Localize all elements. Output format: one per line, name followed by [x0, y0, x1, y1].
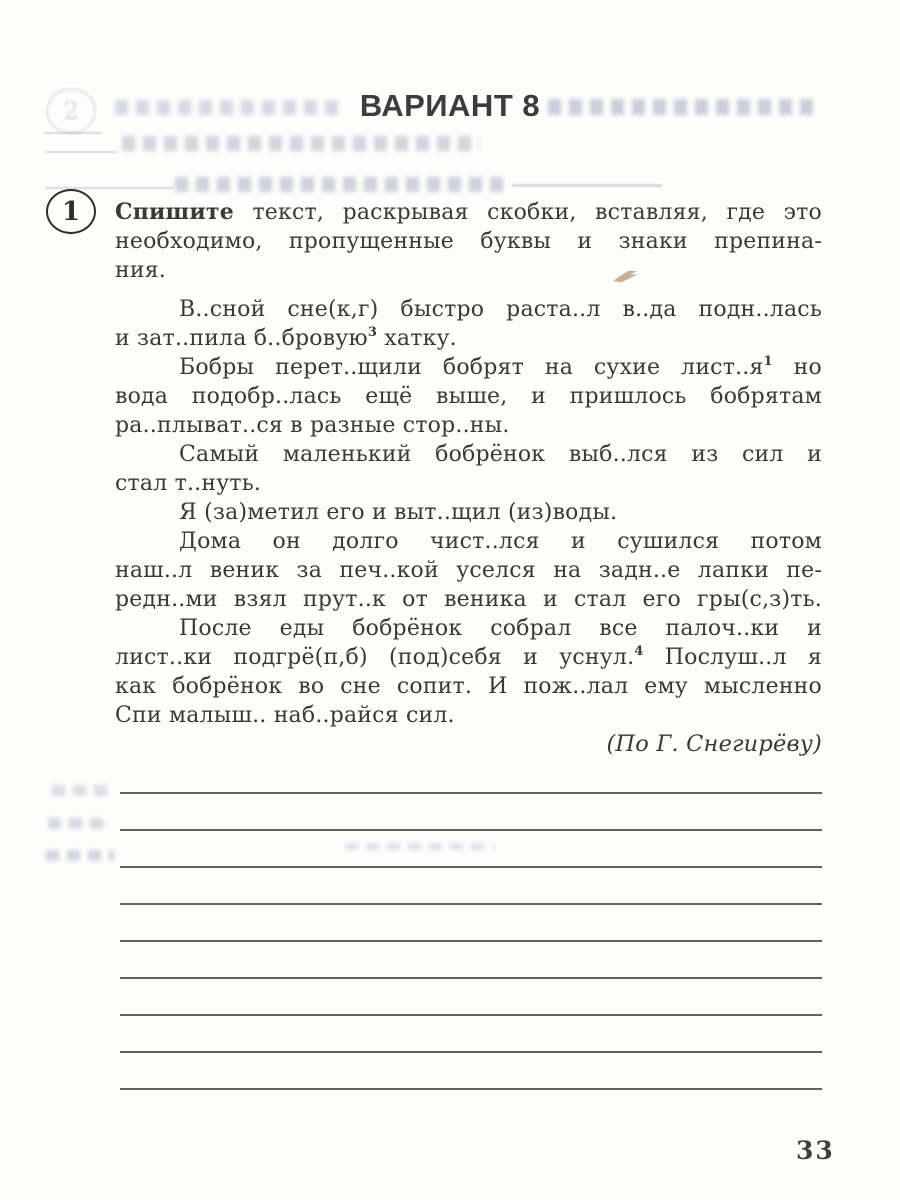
ghost-showthrough-text: [122, 136, 480, 151]
ghost-task-2-number: 2: [63, 97, 79, 125]
writing-line: [120, 940, 822, 942]
text-line: лист..ки подгрё(п,б) (под)себя и уснул.$^4$ Послуш..л я: [115, 644, 822, 670]
ghost-showthrough-text: [175, 177, 510, 192]
ghost-rule: [44, 132, 102, 134]
writing-line: [120, 829, 822, 831]
task-instruction: [115, 198, 822, 285]
writing-line: [120, 1014, 822, 1016]
text-line: В..сной сне(к,г) быстро раста..л в..да подн..лась: [179, 297, 822, 322]
text-line: наш..л веник за печ..кой уселся на задн..е лапки пе-: [115, 558, 822, 583]
writing-line: [120, 1088, 822, 1090]
text-line: Спи малыш.. наб..райся сил.: [115, 703, 455, 728]
writing-line: [120, 866, 822, 868]
writing-area: [120, 792, 822, 1125]
task-number-badge: [46, 189, 96, 234]
text-line: стал т..нуть.: [115, 471, 262, 496]
text-line: ра..плыват..ся в разные стор..ны.: [115, 413, 510, 438]
task-text-column: [115, 198, 822, 759]
ghost-margin-text: [46, 850, 114, 861]
text-line: вода подобр..лась ещё выше, и пришлось бобрятам: [115, 384, 822, 409]
text-line: редн..ми взял прут..к от веника и стал его гры(с,з)ть.: [115, 587, 822, 612]
text-line: Бобры перет..щили бобрят на сухие $лист..я^1$ но: [179, 354, 822, 380]
text-line: необходимо, пропущенные буквы и знаки препина-: [115, 229, 822, 254]
writing-line: [120, 903, 822, 905]
page-title: ВАРИАНТ 8: [359, 88, 541, 123]
ghost-rule: [45, 151, 117, 153]
text-line: Я (за)метил его и выт..щил (из)воды.: [179, 500, 618, 525]
text-line: Дома он долго чист..лся и сушился потом: [179, 529, 822, 554]
text-line: Самый маленький бобрёнок выб..лся из сил и: [179, 442, 822, 467]
text-line: и зат..пила б..бровую$^3$ хатку.: [115, 325, 457, 351]
writing-line: [120, 1051, 822, 1053]
text-line: Спишите текст, раскрывая скобки, вставляя, где это: [115, 199, 822, 225]
text-line: После еды бобрёнок собрал все палоч..ки и: [179, 616, 822, 641]
page-number: 33: [796, 1136, 835, 1165]
ghost-margin-text: [48, 818, 110, 829]
writing-line: [120, 792, 822, 794]
text-line: как бобрёнок во сне сопит. И пож..лал ему мысленно: [115, 674, 822, 699]
ghost-margin-text: [52, 785, 110, 796]
attribution: (По Г. Снегирёву): [606, 731, 822, 757]
text-line: ния.: [115, 258, 166, 283]
task-number: 1: [61, 196, 81, 227]
exercise-text: [115, 295, 822, 730]
ghost-rule: [512, 184, 662, 187]
writing-line: [120, 977, 822, 979]
